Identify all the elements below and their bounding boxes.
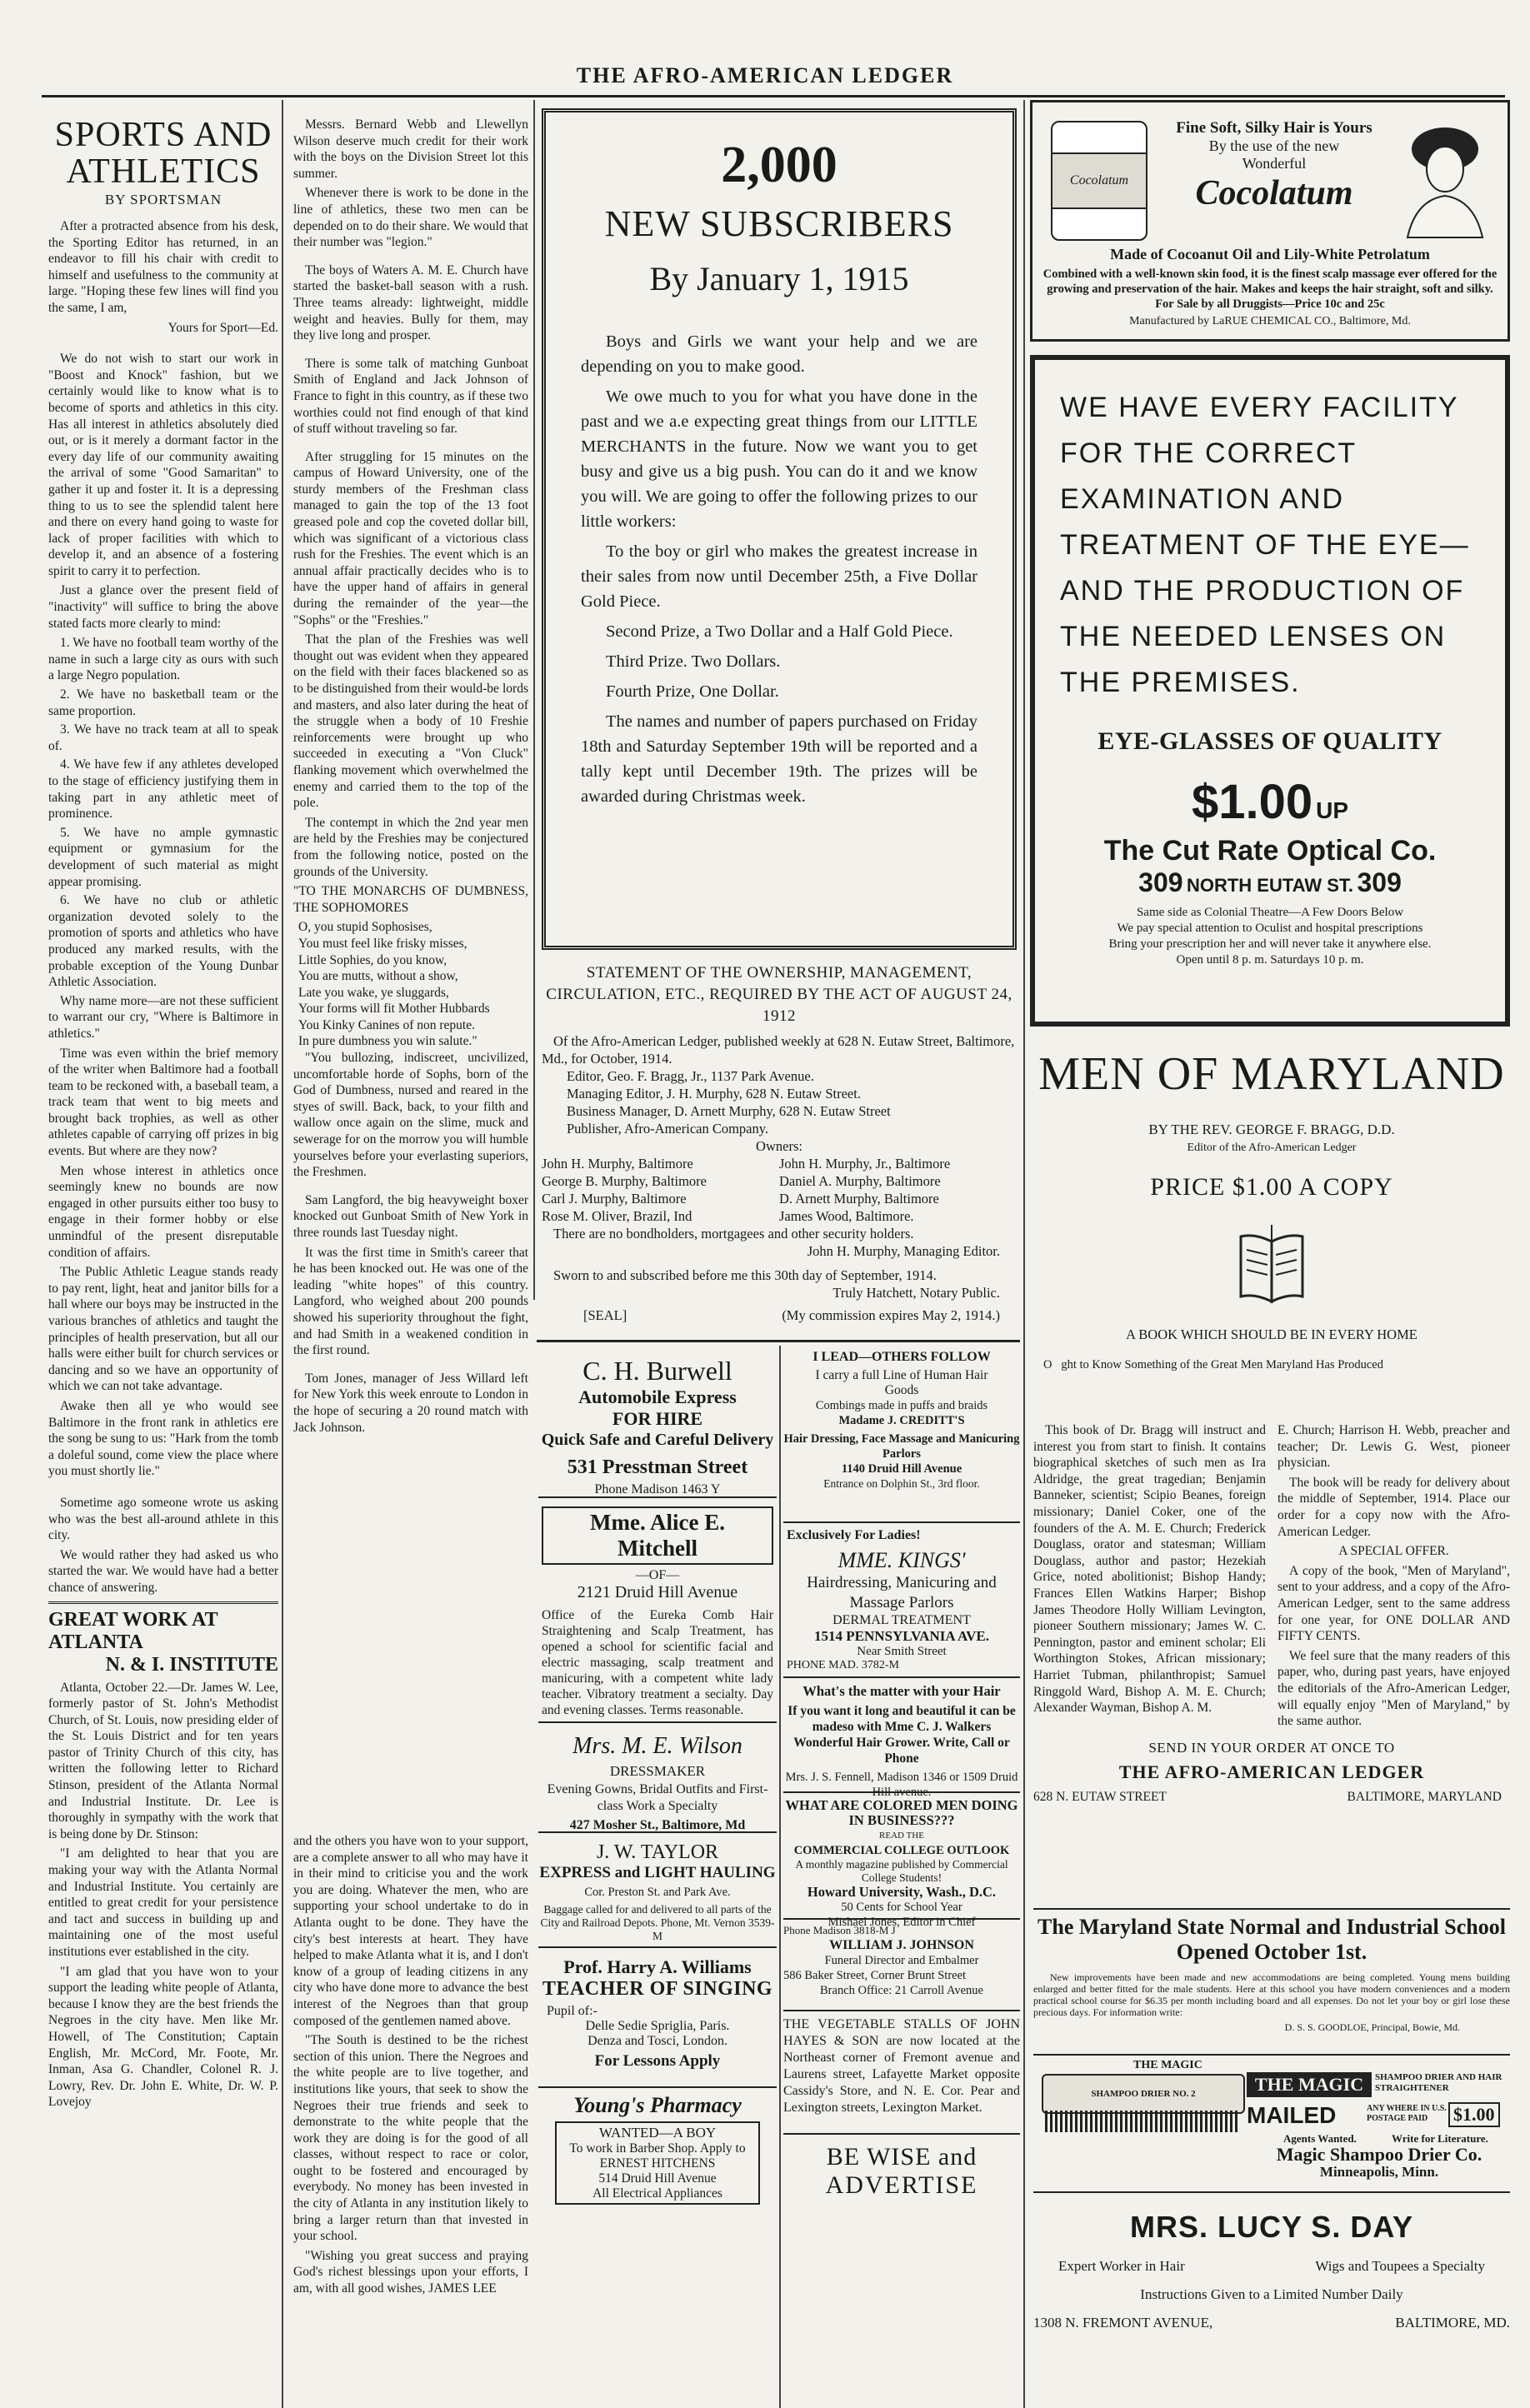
outlook-ad	[783, 1793, 1020, 1929]
ad-phone: Phone Madison 1463 Y	[594, 1482, 721, 1496]
seal: [SEAL]	[583, 1307, 628, 1323]
subscribers-deadline: By January 1, 1915	[649, 260, 909, 297]
ad-address: Howard University, Wash., D.C.	[807, 1884, 997, 1900]
ad-line: Mishael Jones, Editor in Chief	[828, 1916, 976, 1929]
stalls-ad	[783, 2011, 1020, 2135]
ad-head: Fine Soft, Silky Hair is Yours	[1176, 119, 1372, 137]
ad-line: Wonderful	[1242, 155, 1307, 172]
poem-line: Little Sophies, do you know,	[298, 952, 448, 967]
ad-line: READ THE	[879, 1831, 924, 1841]
atlanta-column-2	[293, 1833, 528, 2301]
poem-line: Late you wake, ye sluggards,	[298, 985, 449, 1000]
book-tagline: A BOOK WHICH SHOULD BE IN EVERY HOME	[1126, 1326, 1418, 1342]
normal-school-ad	[1033, 1908, 1510, 2034]
subscribers-count: 2,000	[721, 137, 838, 193]
masthead: THE AFRO-AMERICAN LEDGER	[576, 63, 954, 87]
statement-line: Truly Hatchett, Notary Public.	[832, 1285, 1000, 1301]
article-paragraph: "Wishing you great success and praying God's richest blessings upon your efforts, I am, with all good wishes, JAMES LEE	[293, 2248, 528, 2296]
statement-line: Of the Afro-American Ledger, published weekly at 628 N. Eutaw Street, Baltimore, Md., for October, 1914.	[542, 1033, 1015, 1067]
ad-name: Mrs. M. E. Wilson	[572, 1733, 742, 1759]
lucy-day-ad	[1033, 2191, 1510, 2331]
postage-note: ANY WHERE IN U.S. POSTAGE PAID	[1367, 2104, 1447, 2123]
ad-name: MRS. LUCY S. DAY	[1129, 2210, 1414, 2244]
order-ledger: THE AFRO-AMERICAN LEDGER	[1118, 1761, 1425, 1782]
ad-head: WHAT ARE COLORED MEN DOING IN BUSINESS???	[785, 1797, 1018, 1828]
ad-name: Young's Pharmacy	[573, 2093, 742, 2117]
list-item: 6. We have no club or athletic organization devoted solely to the promotion of sports and athletics who have produced any marked results, with the probable exception of the Young Dunbar Athletic Association.	[48, 893, 278, 990]
article-paragraph: This book of Dr. Bragg will instruct and interest you from start to finish. It contains biographical sketches of such men as Ira Aldridge, the great tragedian; Benjamin Banneker, scientist; Scipio Beanes, foreign missionary; Daniel Coker, one of the founders of the A. M. E. Church; Frederick Douglass, orator and statesman; William Douglass, author and pastor; Hezekiah Grice, noted abolitionist; Bishop Handy; Frances Ellen Watkins Harper; Bishop James Theodore Holly William Levington, pioneer Southern missionary; James W. C. Pennington, pastor and eminent scholar; Eli Worthington Stokes, African missionary; Harriet Tubman, philanthropist; Samuel Ringgold Ward, Bishop A. M. E. Church; Alexander Wayman, Bishop A. M.	[1033, 1423, 1266, 1716]
section-rule	[537, 1340, 1020, 1342]
ad-line: For Lessons Apply	[594, 2052, 721, 2070]
sports-column-2	[293, 117, 528, 1439]
address-number: 309	[1138, 867, 1183, 897]
ad-line: ERNEST HITCHENS	[599, 2156, 716, 2171]
ad-name: The Cut Rate Optical Co.	[1103, 835, 1437, 867]
subscribers-heading: NEW SUBSCRIBERS	[604, 203, 954, 244]
ad-line: To work in Barber Shop. Apply to	[569, 2141, 746, 2156]
ad-city: BALTIMORE, MD.	[1395, 2315, 1510, 2331]
ad-name: Mme. Alice E. Mitchell	[542, 1506, 773, 1565]
ad-line: 50 Cents for School Year	[841, 1901, 962, 1914]
article-paragraph: That the plan of the Freshies was well thought out was evident when they appeared on the field with their faces blackened so as to be distinguished from their would-be lords and masters, and also later during the heat of the struggle when a body of 10 Freshie reinforcements were brought up who succeeded in executing a "Von Cluck" flanking movement which overwhelmed the enemy and carried them to the top of the pole.	[293, 632, 528, 811]
price: $1.00	[1191, 775, 1313, 829]
ad-line: Mrs. J. S. Fennell, Madison 1346 or 1509 Druid Hill avenue.	[785, 1771, 1018, 1799]
ad-head: What's the matter with your Hair	[802, 1683, 1001, 1699]
school-body: New improvements have been made and new accommodations are being completed. Young mens building enlarged and better fitted for the male students. Here at this school you have modern conveniences and a modern practical school course for $6.35 per month including board and all expenses. Do not let your boy or girl lose these precious days. For information write:	[1033, 1971, 1510, 2018]
article-paragraph: "I am delighted to hear that you are making your way with the Atlanta Normal and Industrial Institute. You certainly are entitled to great credit for your persistence and tact and success in building up and maintaining one of the most useful institutions ever established in the city.	[48, 1846, 278, 1959]
poem	[293, 919, 528, 1050]
mailed-label: MAILED	[1247, 2102, 1337, 2128]
ad-name: WILLIAM J. JOHNSON	[829, 1938, 974, 1952]
ad-paragraph: Second Prize, a Two Dollar and a Half Gold Piece.	[606, 622, 953, 641]
comb-teeth	[1045, 2111, 1238, 2132]
owner-name: Daniel A. Murphy, Baltimore	[779, 1173, 941, 1189]
ad-line: Hair Dressing, Face Massage and Manicuring Parlors	[783, 1432, 1020, 1461]
comb-label: SHAMPOO DRIER NO. 2	[1091, 2089, 1196, 2099]
open-book-icon	[1033, 1216, 1510, 1308]
subscribers-ad	[542, 108, 1017, 950]
ad-line: Evening Gowns, Bridal Outfits and First-class Work a Specialty	[547, 1782, 768, 1813]
ad-head: WE HAVE EVERY FACILITY FOR THE CORRECT EXAMINATION AND TREATMENT OF THE EYE—AND THE PRODUCTION OF THE NEEDED LENSES ON THE PREMISES.	[1060, 392, 1470, 698]
order-city: BALTIMORE, MARYLAND	[1347, 1789, 1502, 1804]
ad-name: Magic Shampoo Drier Co.	[1276, 2144, 1482, 2165]
ad-line: Made of Cocoanut Oil and Lily-White Petrolatum	[1110, 246, 1430, 262]
ad-paragraph: We owe much to you for what you have done in the past and we a.e expecting great things from our LITTLE MERCHANTS in the future. Now we want you to get busy and give us a big push. You can do it and we know you will. We are going to offer the following prizes to our little workers:	[581, 387, 978, 531]
ad-body: If you want it long and beautiful it can be madeso with Mme C. J. Walkers Wonderful Hair Grower. Write, Call or Phone	[788, 1704, 1016, 1766]
ad-paragraph: Boys and Girls we want your help and we are depending on you to make good.	[581, 332, 978, 376]
article-paragraph: Awake then all ye who would see Baltimore in the front rank in athletics ere the song be sung to us: "Hark from the tomb a doleful sound, come view the place where you must shortly lie."	[48, 1398, 278, 1479]
owner-name: George B. Murphy, Baltimore	[542, 1173, 707, 1189]
tagline-text: ght to Know Something of the Great Men Maryland Has Produced	[1061, 1358, 1383, 1371]
ad-address: 427 Mosher St., Baltimore, Md	[569, 1818, 746, 1832]
owner-name: D. Arnett Murphy, Baltimore	[779, 1191, 939, 1206]
comb-icon	[1042, 2074, 1245, 2114]
creditt-ad	[783, 1348, 1020, 1523]
owner-name: Rose M. Oliver, Brazil, Ind	[542, 1208, 692, 1224]
commission-note: (My commission expires May 2, 1914.)	[782, 1307, 1000, 1323]
statement-line: Sworn to and subscribed before me this 30th day of September, 1914.	[553, 1267, 937, 1283]
ad-line: ADVERTISE	[825, 2171, 978, 2199]
school-title: The Maryland State Normal and Industrial School Opened October 1st.	[1038, 1915, 1506, 1964]
ad-line: EXPRESS and LIGHT HAULING	[539, 1864, 776, 1881]
list-item: 1. We have no football team worthy of the name in such a large city as ours with such a large Negro population.	[48, 636, 278, 683]
ad-address: Minneapolis, Minn.	[1319, 2164, 1439, 2180]
list-item: 4. We have few if any athletes developed to the stage of efficiency justifying them in taking part in any athletic meet of prominence.	[48, 757, 278, 822]
ad-line: Bring your prescription her and will never take it anywhere else.	[1108, 937, 1432, 951]
ad-line: Near Smith Street	[857, 1645, 947, 1658]
ad-address: 1514 PENNSYLVANIA AVE.	[814, 1628, 989, 1644]
school-signature: D. S. S. GOODLOE, Principal, Bowie, Md.	[1284, 2021, 1460, 2033]
statement-line: Managing Editor, J. H. Murphy, 628 N. Eutaw Street.	[567, 1086, 861, 1102]
kings-ad	[783, 1523, 1020, 1678]
sports-title: SPORTS AND ATHLETICS	[54, 116, 272, 191]
ad-line: Expert Worker in Hair	[1058, 2258, 1185, 2274]
ad-body: Combined with a well-known skin food, it is the finest scalp massage ever offered for the growing and preservation of the hair. Makes and keeps the hair straight, soft and silky. For Sale by all Druggists—Price 10c and 25c	[1042, 267, 1498, 311]
wilson-ad	[538, 1723, 777, 1833]
statement-line: Editor, Geo. F. Bragg, Jr., 1137 Park Avenue.	[567, 1068, 814, 1084]
order-line: SEND IN YOUR ORDER AT ONCE TO	[1148, 1739, 1395, 1756]
article-paragraph: Sometime ago someone wrote us asking who was the best all-around athlete in this city.	[48, 1495, 278, 1543]
ad-line: Funeral Director and Embalmer	[824, 1954, 979, 1967]
ad-line: Same side as Colonial Theatre—A Few Doors Below	[1136, 906, 1404, 919]
price-suffix: UP	[1316, 797, 1349, 823]
article-paragraph: Sam Langford, the big heavyweight boxer knocked out Gunboat Smith of New York in three rounds last Tuesday night.	[293, 1192, 528, 1240]
ad-line: 586 Baker Street, Corner Brunt Street	[783, 1969, 967, 1982]
cocolatum-ad	[1030, 100, 1510, 342]
ad-line: Cor. Preston St. and Park Ave.	[584, 1886, 731, 1899]
ad-line: Instructions Given to a Limited Number Daily	[1140, 2286, 1403, 2302]
ad-paragraph: To the boy or girl who makes the greatest increase in their sales from now until December 25th, a Five Dollar Gold Piece.	[581, 542, 978, 611]
ad-line: Quick Safe and Careful Delivery	[541, 1431, 774, 1449]
ad-line: Denza and Tosci, London.	[588, 2034, 728, 2048]
ad-head: Exclusively For Ladies!	[787, 1528, 921, 1542]
ad-paragraph: The names and number of papers purchased on Friday 18th and Saturday September 19th will be reported and a tally kept until December 19th. The prizes will be awarded during Christmas week.	[581, 712, 978, 806]
ad-paragraph: Fourth Prize, One Dollar.	[606, 682, 779, 701]
owner-name: Carl J. Murphy, Baltimore	[542, 1191, 687, 1206]
ad-address: 1140 Druid Hill Avenue	[841, 1462, 962, 1476]
book-title: MEN OF MARYLAND	[1038, 1048, 1505, 1100]
ad-line: All Electrical Appliances	[592, 2186, 722, 2201]
magic-top: THE MAGIC	[1133, 2059, 1202, 2071]
ad-phone: PHONE MAD. 3782-M	[787, 1659, 899, 1671]
ad-line: FOR HIRE	[612, 1408, 703, 1429]
ad-line: Open until 8 p. m. Saturdays 10 p. m.	[1176, 953, 1364, 967]
poem-title: "TO THE MONARCHS OF DUMBNESS, THE SOPHOMORES	[293, 884, 528, 915]
ad-line: Entrance on Dolphin St., 3rd floor.	[823, 1477, 980, 1490]
ad-address: NORTH EUTAW ST.	[1186, 875, 1354, 896]
address-number: 309	[1357, 867, 1402, 897]
offer-title: A SPECIAL OFFER.	[1338, 1544, 1449, 1559]
statement-line: Business Manager, D. Arnett Murphy, 628 N. Eutaw Street	[567, 1103, 891, 1119]
ad-name: COMMERCIAL COLLEGE OUTLOOK	[793, 1844, 1010, 1857]
poem-line: O, you stupid Sophosises,	[298, 920, 432, 935]
ad-body: THE VEGETABLE STALLS OF JOHN HAYES & SON are now located at the Northeast corner of Fremont avenue and Laurens street, Lafayette Market opposite Cassidy's Store, and N. E. Cor. Pear and Lexington streets, Lexington Market.	[783, 2017, 1020, 2115]
ad-line: 514 Druid Hill Avenue	[598, 2171, 717, 2186]
book-offer	[1278, 1422, 1510, 1733]
article-paragraph: Whenever there is work to be done in the line of athletics, these two men can be depended on to do their share. We would that their number was "legion."	[293, 186, 528, 250]
youngs-ad	[538, 2088, 777, 2221]
article-paragraph: A copy of the book, "Men of Maryland", sent to your address, and a copy of the Afro-American Ledger, sent to the same address for one year, for ONE DOLLAR AND FIFTY CENTS.	[1278, 1563, 1510, 1644]
owner-name: John H. Murphy, Jr., Baltimore	[779, 1156, 951, 1172]
ad-line: EYE-GLASSES OF QUALITY	[1098, 727, 1442, 755]
list-item: 5. We have no ample gymnastic equipment or gymnasium for the development of such material as might appear promising.	[48, 825, 278, 889]
article-paragraph: Time was even within the brief memory of the writer when Baltimore had a football team to be reckoned with, a baseball team, a track team that went to big meets and brought back trophies, as well as other athletes capable of carrying off prizes in big events. But where are they now?	[48, 1046, 278, 1159]
ad-phone: Phone Madison 3818-M J	[783, 1924, 896, 1936]
book-author: BY THE REV. GEORGE F. BRAGG, D.D.	[1148, 1122, 1395, 1137]
book-price: PRICE $1.00 A COPY	[1150, 1173, 1393, 1201]
article-paragraph: We do not wish to start our work in "Boost and Knock" fashion, but we certainly would like to know what is to become of sports and athletics in this city. Has all interest in athletics absolutely died out, or is it merely a dormant factor in the every day life of our community awaiting the arrival of some "Good Samaritan" to gather it up and foster it. It is a depressing thing to us to see the splendid talent here and there on every hand going to waste for lack of proper facilities with which to develop it, and an absence of a fostering spirit to carry it to perfection.	[48, 352, 278, 578]
ad-address: 2121 Druid Hill Avenue	[577, 1583, 738, 1601]
woman-portrait-icon	[1399, 121, 1491, 237]
statement-line: John H. Murphy, Managing Editor.	[807, 1243, 1000, 1259]
ad-line: Pupil of:-	[547, 2004, 598, 2018]
magic-logo: THE MAGIC	[1247, 2072, 1372, 2097]
ad-name: C. H. Burwell	[582, 1356, 732, 1386]
article-paragraph: It was the first time in Smith's career that he has been knocked out. He was one of the leading "white hopes" of this country. Langford, who weighed about 200 pounds showed his superiority throughout the fight, and had Smith in a weakened condition in the first round.	[293, 1245, 528, 1358]
ad-line: WANTED—A BOY	[598, 2125, 717, 2141]
statement-title: STATEMENT OF THE OWNERSHIP, MANAGEMENT, CIRCULATION, ETC., REQUIRED BY THE ACT OF AUGUST 24, 1912	[546, 964, 1012, 1025]
sports-column	[48, 117, 278, 2114]
ad-line: Automobile Express	[578, 1386, 737, 1407]
ad-line: By the use of the new	[1208, 137, 1340, 154]
atlanta-subtitle: N. & I. INSTITUTE	[105, 1653, 278, 1676]
book-tagline-2: O ght to Know Something of the Great Men Maryland Has Produced	[1043, 1358, 1383, 1371]
article-paragraph: Atlanta, October 22.—Dr. James W. Lee, formerly pastor of St. John's Methodist Church, of St. Louis, now presiding elder of the St. Louis District and for ten years pastor of Trinity Church of this city, has written the following letter to Richard Stinson, president of the Atlanta Normal and Industrial Institute. Dr. Lee is thoroughly in sympathy with the work that is being done by Dr. Stinson:	[48, 1680, 278, 1841]
burwell-ad	[538, 1348, 777, 1498]
ad-paragraph: Third Prize. Two Dollars.	[606, 652, 781, 671]
ad-line: BE WISE and	[826, 2143, 978, 2171]
ad-name: Madame J. CREDITT'S	[838, 1414, 965, 1427]
article-paragraph: There is some talk of matching Gunboat Smith of England and Jack Johnson of France to fight in this country, as if these two worthies could not find enough of that kind of stuff without traveling so far.	[293, 356, 528, 437]
ad-line: Branch Office: 21 Carroll Avenue	[820, 1984, 983, 1997]
inactivity-list	[48, 635, 278, 990]
atlanta-title: GREAT WORK AT ATLANTA	[48, 1608, 218, 1653]
ad-line: I carry a full Line of Human Hair Goods	[815, 1368, 988, 1397]
fennell-ad	[783, 1678, 1020, 1799]
owner-name: James Wood, Baltimore.	[779, 1208, 914, 1224]
article-paragraph: Messrs. Bernard Webb and Llewellyn Wilson deserve much credit for their work with the boys on the Division Street lot this summer.	[293, 117, 528, 181]
ad-line: —OF—	[635, 1568, 680, 1582]
article-signature: Yours for Sport—Ed.	[168, 320, 278, 335]
ad-address: 531 Presstman Street	[567, 1456, 748, 1478]
ad-line: We pay special attention to Oculist and hospital prescriptions	[1117, 922, 1423, 935]
magic-price: $1.00	[1448, 2102, 1500, 2127]
article-paragraph: After a protracted absence from his desk, the Sporting Editor has returned, in an endeavor to fill his chair with credit to himself and usefulness to the community at large. "Hoping these few lines will find you the same, I am,	[48, 219, 278, 315]
ad-line: Wigs and Toupees a Specialty	[1315, 2258, 1485, 2274]
masthead-rule	[42, 95, 1505, 97]
mitchell-ad	[538, 1498, 777, 1723]
article-paragraph: Tom Jones, manager of Jess Willard left for New York this week enroute to London in the hope of securing a 20 round match with Jack Johnson.	[293, 1371, 528, 1435]
article-paragraph: Just a glance over the present field of "inactivity" will suffice to bring the above stated facts more clearly to mind:	[48, 583, 278, 631]
ad-line: Delle Sedie Spriglia, Paris.	[585, 2019, 730, 2033]
book-description	[1033, 1422, 1266, 1733]
poem-line: In pure dumbness you win salute."	[298, 1034, 478, 1049]
agents-note: Agents Wanted.	[1283, 2132, 1357, 2145]
article-paragraph: E. Church; Harrison H. Webb, preacher and teacher; Dr. Lewis G. West, pioneer physician.	[1278, 1423, 1510, 1471]
poem-line: You Kinky Canines of non repute.	[298, 1017, 475, 1032]
ads-column-left	[538, 1348, 777, 2221]
column-rule	[533, 100, 535, 1300]
optical-ad	[1030, 355, 1510, 1027]
johnson-ad	[783, 1920, 1020, 2011]
list-item: 3. We have no track team at all to speak of.	[48, 722, 278, 753]
statement-line: Publisher, Afro-American Company.	[567, 1121, 769, 1137]
jar-icon	[1051, 121, 1148, 241]
ad-line: Manufactured by LaRUE CHEMICAL CO., Baltimore, Md.	[1129, 315, 1411, 327]
poem-line: Your forms will fit Mother Hubbards	[298, 1002, 490, 1017]
write-note: Write for Literature.	[1392, 2132, 1488, 2145]
ad-head: I LEAD—OTHERS FOLLOW	[812, 1350, 991, 1364]
ownership-statement	[542, 962, 1017, 1324]
article-paragraph: The boys of Waters A. M. E. Church have started the basket-ball season with a rush. Three teams already: lightweight, middle weight and heavies. Bully for them, may they live long and prosper.	[293, 262, 528, 343]
jar-label: Cocolatum	[1052, 152, 1146, 209]
ad-line: DERMAL TREATMENT	[832, 1613, 971, 1627]
ad-body: Baggage called for and delivered to all parts of the City and Railroad Depots. Phone, Mt. Vernon 3539-M	[540, 1903, 775, 1942]
list-item: 2. We have no basketball team or the same proportion.	[48, 687, 278, 718]
ad-line: DRESSMAKER	[609, 1763, 706, 1779]
article-paragraph: Why name more—are not these sufficient to warrant our cry, "Where is Baltimore in athletics."	[48, 993, 278, 1041]
poem-line: You must feel like frisky misses,	[298, 936, 468, 951]
statement-line: There are no bondholders, mortgagees and other security holders.	[553, 1226, 914, 1241]
sports-byline: BY SPORTSMAN	[104, 192, 222, 207]
article-paragraph: The Public Athletic League stands ready to pay rent, light, heat and janitor bills for a hall where our boys may be instructed in the various branches of athletics and taught the principles of health preservation, but all our halls were either built for church services or dancing and so we have an opportunity of which we can not take advantage.	[48, 1265, 278, 1394]
article-paragraph: After struggling for 15 minutes on the campus of Howard University, one of the sturdy members of the Freshman class managed to gain the top of the 13 foot greased pole and cop the coveted dollar bill, which was significant of a victorious class rush for the Freshies. The event which is an annual affair practically decides who is to have the upper hand of affairs in general during the remainder of the year—the "Sophs" or the "Freshies."	[293, 449, 528, 627]
article-paragraph: The contempt in which the 2nd year men are held by the Freshies may be conjectured from the following notice, posted on the grounds of the University.	[293, 815, 528, 879]
brand-name: Cocolatum	[1195, 174, 1353, 212]
ad-name: MME. KINGS'	[838, 1548, 966, 1572]
ads-column-right	[783, 1348, 1020, 2200]
ad-line: Combings made in puffs and braids	[815, 1399, 988, 1412]
book-author-role: Editor of the Afro-American Ledger	[1187, 1142, 1357, 1154]
ad-line: TEACHER OF SINGING	[542, 1978, 773, 2000]
article-paragraph: "You bullozing, indiscreet, uncivilized, uncomfortable horde of Sophs, born of the God of Dumbness, nursed and reared in the styes of swill. Back, back, to your filth and wallow once again on the slime, muck and sewerage for on the morrow you will humble yourselves before your everlasting superiors, the Freshmen.	[293, 1051, 528, 1180]
article-paragraph: Men whose interest in athletics once seemingly knew no bounds are now engaged in other pursuits either too busy to engage in their former hobby or else unmindful of the present disreputable condition of affairs.	[48, 1163, 278, 1260]
column-rule	[282, 100, 283, 2408]
article-paragraph: "I am glad that you have won to your support the leading white people of Atlanta, because I know they are the best friends the Negroes in the city have. Men like Mr. Howell, of The Constitution; Captain English, Mr. McCord, Mr. Foote, Mr. Inman, Asa G. Chandler, Colonel R. J. Lowry, Rev. Dr. John E. White, Dr. W. P. Lovejoy	[48, 1964, 278, 2110]
ad-line: SHAMPOO DRIER AND HAIR STRAIGHTENER	[1375, 2072, 1502, 2093]
order-address: 628 N. EUTAW STREET	[1033, 1789, 1167, 1804]
ad-address: 1308 N. FREMONT AVENUE,	[1033, 2315, 1213, 2331]
article-paragraph: We feel sure that the many readers of this paper, who, during past years, have enjoyed the editorials of the Afro-American Ledger, will equally enjoy "Men of Maryland," by the same author.	[1278, 1648, 1510, 1729]
men-of-maryland-ad	[1033, 1048, 1510, 1805]
article-paragraph: "The South is destined to be the richest section of this union. There the Negroes and the white people are to live together, and institutions like yours, that seek to show the Negroes their true friends and seek to demonstrate to the white people that the work they are doing is for the good of all classes, without respect to race or color, ought to be fostered and encouraged by everybody. No money has been invested in the city of Atlanta in any institution likely to bring a larger return than that invested in your school.	[293, 2033, 528, 2244]
article-paragraph: The book will be ready for delivery about the middle of September, 1914. Place our order for a copy now with the Afro-American Ledger.	[1278, 1475, 1510, 1539]
poem-line: You are mutts, without a show,	[298, 969, 458, 984]
column-rule	[1023, 100, 1025, 2408]
taylor-ad	[538, 1833, 777, 1948]
article-paragraph: We would rather they had asked us who started the war. We would have had a better chance of answering.	[48, 1547, 278, 1595]
ad-line: Hairdressing, Manicuring and Massage Parlors	[807, 1574, 997, 1611]
bewise-ad	[783, 2135, 1020, 2200]
article-paragraph: and the others you have won to your support, are a complete answer to all who may have it in their mind to criticise you and the work you are doing. Whatever the men, who are supporting your school undertake to do in Atlanta ought to be done. They have the city's best interests at heart. They have helped to make Atlanta what it is, and I don't know of a group of leading citizens in any city who have done more to advance the best interest of the Negroes than that group composed of the gentlemen named above.	[293, 1834, 528, 2028]
williams-ad	[538, 1948, 777, 2088]
ad-body: Office of the Eureka Comb Hair Straightening and Scalp Treatment, has opened a school for scientific facial and electric massaging, scalp treatment and manicuring, with a competent white lady teacher. Vibratory treatment a secialty. Day and evening classes. Terms reasonable.	[542, 1608, 773, 1717]
ad-name: J. W. TAYLOR	[596, 1841, 719, 1863]
magic-shampoo-ad	[1033, 2054, 1510, 2181]
ad-name: Prof. Harry A. Williams	[563, 1956, 752, 1977]
column-rule	[779, 1346, 781, 2408]
owner-name: John H. Murphy, Baltimore	[542, 1156, 693, 1172]
owners-label: Owners:	[756, 1138, 802, 1154]
ad-line: A monthly magazine published by Commercial College Students!	[795, 1858, 1008, 1884]
